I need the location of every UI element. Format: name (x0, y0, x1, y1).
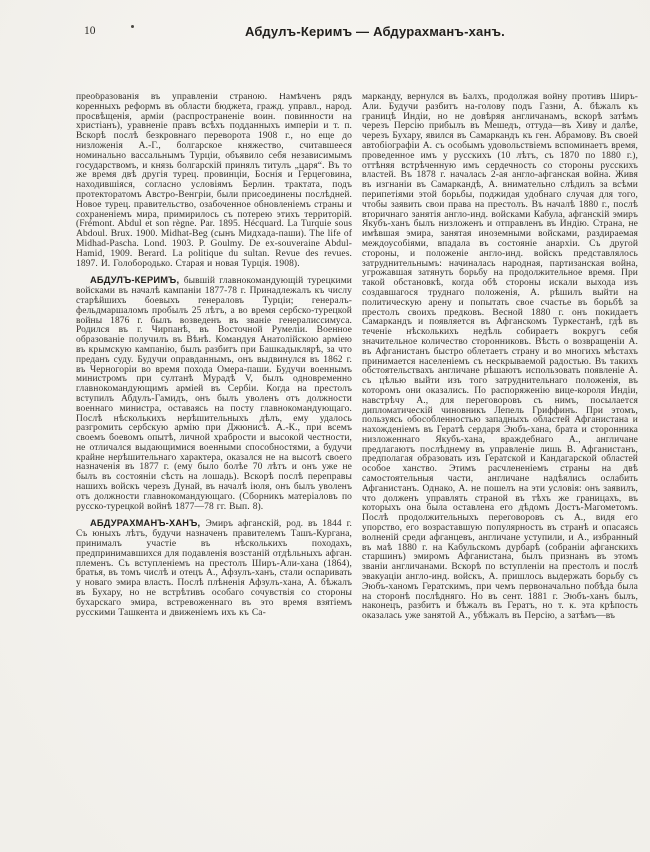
text-columns (76, 93, 638, 783)
entry-headword: АБДУРАХМАНЪ-ХАНЪ, (90, 518, 206, 529)
entry-paragraph: АБДУЛЪ-КЕРИМЪ, бывшій главнокомандующій турецкими войсками въ началѣ кампаніи 1877-78 г. Принадлежалъ къ числу старѣйшихъ боевыхъ генераловъ Турціи; генералъ-фельдмаршаломъ пробылъ 25 лѣтъ, а во время сербско-турецкой войны 1876 г. былъ возведенъ въ званіе генералиссимуса. Родился въ г. Чирпанѣ, въ Восточной Румеліи. Военное образованіе получилъ въ Вѣнѣ. Командуя Анатолійскою арміею въ крымскую кампанію, былъ разбитъ при Башкадыклярѣ, за что преданъ суду. Будучи оправданнымъ, онъ выдвинулся въ 1862 г. въ Черногоріи во время похода Омера-паши. Будучи военнымъ министромъ при султанѣ Мурадѣ V, былъ одновременно главнокомандующимъ арміей въ Сербіи. Когда на престолъ вступилъ Абдулъ-Гамидъ, онъ былъ уволенъ отъ должности военнаго министра, оставаясь на посту главнокомандующаго. Послѣ нѣсколькихъ нерѣшительныхъ дѣлъ, ему удалось разгромить сербскую армію при Джюнисѣ. А.-К., при всемъ своемъ боевомъ опытѣ, личной храбрости и высокой честности, не отличался выдающимися военными способностями, а будучи крайне нерѣшительнаго характера, оказался не на высотѣ своего назначенія въ 1877 г. (ему было болѣе 70 лѣтъ и онъ уже не былъ въ состояніи сѣсть на лошадь). Вскорѣ послѣ переправы нашихъ войскъ черезъ Дунай, въ началѣ іюля, онъ былъ уволенъ отъ должности главнокомандующаго. (Сборникъ матеріаловъ по русско-турецкой войнѣ 1877—78 гг. Вып. 8). (76, 275, 352, 512)
page-number: 10 (84, 25, 96, 37)
entry-headword: АБДУЛЪ-КЕРИМЪ, (90, 275, 184, 286)
running-head (0, 24, 650, 42)
running-title: Абдулъ-Керимъ — Абдурахманъ-ханъ. (245, 24, 505, 39)
continuation-paragraph: преобразованія въ управленіи страною. Намѣченъ рядъ коренныхъ реформъ въ области бюджета, гражд. управл., народ. просвѣщенія, арміи (распространеніе воин. повинности на христіанъ), уравненіе правъ всѣхъ подданныхъ имперіи и т. п. Вскорѣ послѣ безкровнаго переворота 1908 г., но еще до низложенія А.-Г., болгарское княжество, считавшееся номинально вассальнымъ Турціи, объявило себя независимымъ государствомъ, и князь болгарскій принялъ титулъ „царя“. Въ то же время двѣ другія турец. провинціи, Боснія и Герцеговина, находившіяся, согласно условіямъ Берлин. трактата, подъ протекторатомъ Австро-Венгріи, были присоединены послѣдней. Новое турец. правительство, озабоченное обновленіемъ страны и сохраненіемъ мира, примирилось съ потерею этихъ территорій. (Frémont. Abdul et son règne. Par. 1895. Hécquard. La Turquie sous Abdoul. Brux. 1900. Midhat-Beg (сынъ Мидхада-паши). The life of Midhad-Pascha. Lond. 1903. P. Goulmy. De ex-souveraine Abdul-Hamid, 1909. Berard. La politique du sultan. Revue des revues. 1897. И. Голобородько. Старая и новая Турція. 1908). (76, 93, 352, 269)
right-column (362, 93, 638, 783)
left-column (76, 93, 352, 783)
entry-paragraph: АБДУРАХМАНЪ-ХАНЪ, Эмиръ афганскій, род. въ 1844 г. Съ юныхъ лѣтъ, будучи назначенъ правителемъ Ташъ-Кургана, принималъ участіе въ нѣсколькихъ походахъ, предпринимавшихся для подавленія возстаній отдѣльныхъ афган. племенъ. Съ вступленіемъ на престолъ Ширъ-Али-хана (1864), братья, въ томъ числѣ и отецъ А., Афзулъ-ханъ, стали оспаривать у новаго эмира власть. Послѣ плѣненія Афзулъ-хана, А. бѣжалъ въ Бухару, но не встрѣтивъ особаго сочувствія со стороны бухарскаго эмира, встревоженнаго въ это время взятіемъ русскими Ташкента и движеніемъ ихъ къ Са- (76, 518, 352, 618)
continuation-paragraph: марканду, вернулся въ Балхъ, продолжая войну противъ Ширъ-Али. Будучи разбитъ на-голову подъ Газни, А. бѣжалъ къ границѣ Индіи, но не довѣряя англичанамъ, вскорѣ затѣмъ черезъ Персію прибылъ въ Мешедъ, оттуда—въ Хиву и далѣе, черезъ Бухару, явился въ Самаркандъ къ ген. Абрамову. Въ своей автобіографіи А. съ особымъ удовольствіемъ вспоминаетъ время, проведенное имъ у русскихъ (10 лѣтъ, съ 1870 по 1880 г.), оттѣняя встрѣченную имъ сердечность со стороны русскихъ властей. Въ 1878 г. началась 2-ая англо-афганская война. Живя въ изгнаніи въ Самаркандѣ, А. внимательно слѣдилъ за всѣми перипетіями этой борьбы, поджидая удобнаго случая для того, чтобы заявить свои права на престолъ. Въ началѣ 1880 г., послѣ вторичнаго занятія англо-инд. войсками Кабула, афганскій эмиръ Якубъ-ханъ былъ низложенъ и отправленъ въ Индію. Страна, не имѣвшая эмира, занятая иноземными войсками, раздираемая междоусобіями, впадала въ состояніе анархіи. Съ другой стороны, и положеніе англо-инд. войскъ представлялось затруднительнымъ: начиналась народная, партизанская война, угрожавшая затянуть борьбу на продолжительное время. При такой обстановкѣ, когда обѣ стороны искали выхода изъ создавшагося труднаго положенія, А. рѣшилъ выйти на политическую арену и попытать свое счастье въ борьбѣ за престолъ своихъ предковъ. Весной 1880 г. онъ покидаетъ Самаркандъ и появляется въ Афганскомъ Туркестанѣ, гдѣ въ теченіе нѣсколькихъ недѣль собираетъ вокругъ себя значительное количество сторонниковъ. Вѣсть о возвращеніи А. въ Афганистанъ быстро облетаетъ страну и во многихъ мѣстахъ принимается населеніемъ съ нескрываемой радостью. Въ такихъ обстоятельствахъ англичане рѣшаютъ использовать появленіе А. съ цѣлью выйти изъ того затруднительнаго положенія, въ которомъ они оказались. По распоряженію вице-короля Индіи, навстрѣчу А., для переговоровъ съ нимъ, посылается дипломатическій чиновникъ Лепель Гриффинъ. При этомъ, пользуясь обособленностью западныхъ областей Афганистана и нахожденіемъ въ Гератѣ сердаря Эюбъ-хана, брата и сторонника низложеннаго Якубъ-хана, враждебнаго А., англичане предлагаютъ послѣднему въ управленіе лишь В. Афганистанъ, предполагая образовать изъ Гератской и Кандагарской областей особое ханство. Этимъ расчлененіемъ страны на двѣ самостоятельныя части, англичане надѣялись ослабить Афганистанъ. Однако, А. не пошелъ на эти условія: онъ заявилъ, что долженъ управлять страной въ тѣхъ же границахъ, въ которыхъ она была оставлена его дѣдомъ Достъ-Магометомъ. Послѣ продолжительныхъ переговоровъ съ А., видя его упорство, его возраставшую популярность въ странѣ и опасаясь волненій среди афганцевъ, англичане уступили, и А., избранный въ маѣ 1880 г. на Кабульскомъ дурбарѣ (собраніи афганскихъ старшинъ) эмиромъ Афганистана, былъ признанъ въ этомъ званіи англичанами. Вскорѣ по вступленіи на престолъ и послѣ эвакуаціи англо-инд. войскъ, А. пришлось выдержать борьбу съ Эюбъ-ханомъ Гератскимъ, при чемъ первоначально побѣда была на сторонѣ послѣдняго. Но въ сент. 1881 г. Эюбъ-ханъ былъ, наконецъ, разбитъ и бѣжалъ въ Гератъ, но т. к. эта крѣпость оказалась уже занятой А., убѣжалъ въ Персію, а затѣмъ—въ (362, 93, 638, 622)
